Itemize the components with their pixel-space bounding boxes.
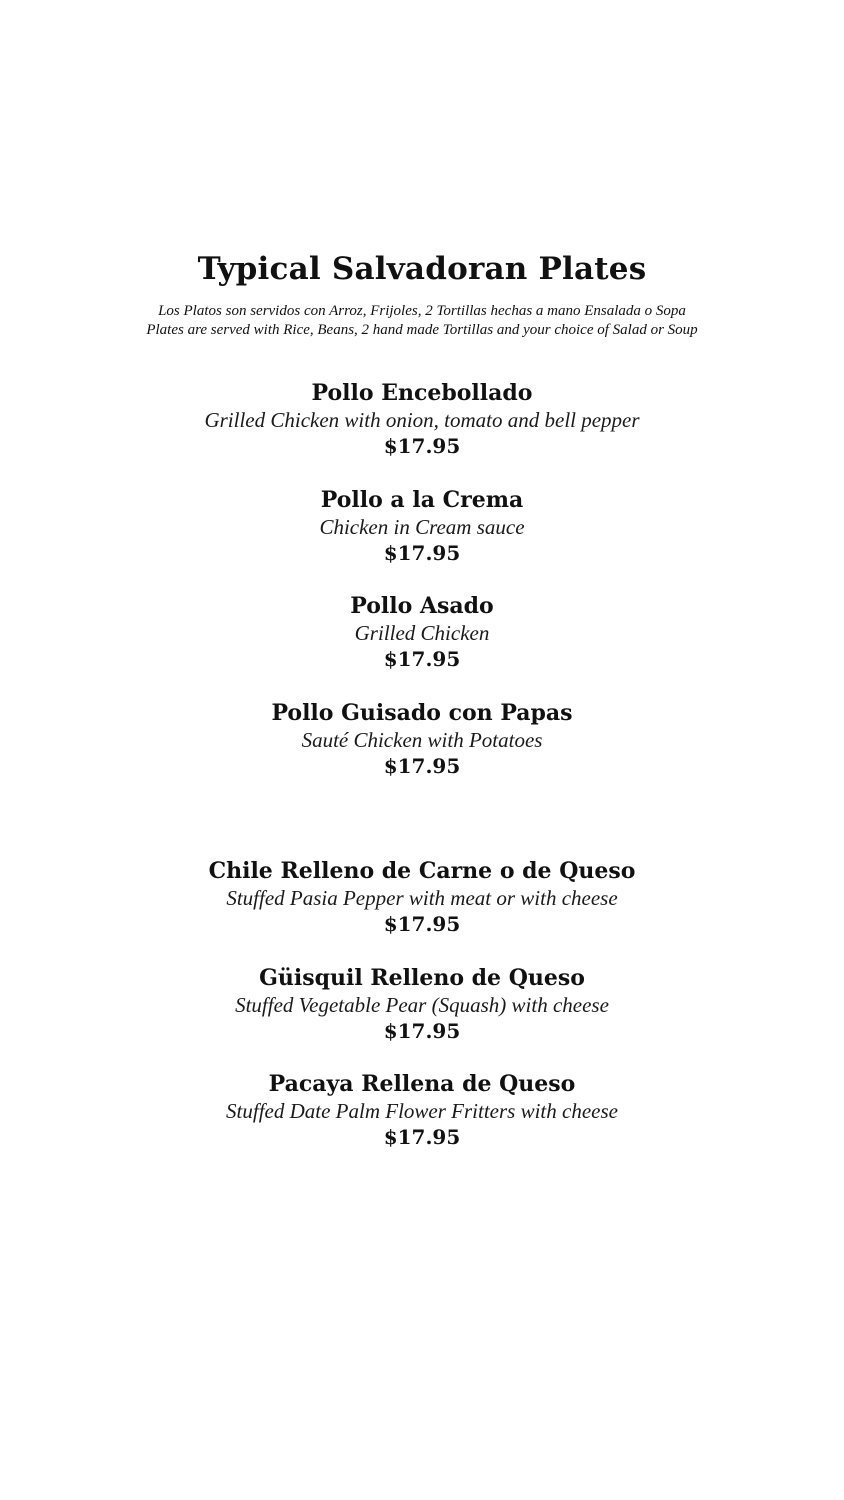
dish-name: Pollo Encebollado xyxy=(311,380,533,406)
subtitle-english: Plates are served with Rice, Beans, 2 hand made Tortillas and your choice of Salad or Soup xyxy=(146,322,698,338)
menu-item-pollo-a-la-crema xyxy=(0,486,844,566)
dish-description: Stuffed Vegetable Pear (Squash) with cheese xyxy=(235,993,609,1017)
menu-item-pollo-encebollado xyxy=(0,379,844,459)
subtitle-spanish: Los Platos son servidos con Arroz, Frijoles, 2 Tortillas hechas a mano Ensalada o Sopa xyxy=(158,303,686,319)
dish-name: Pacaya Rellena de Queso xyxy=(268,1071,576,1097)
dish-price: $17.95 xyxy=(383,434,461,458)
dish-price: $17.95 xyxy=(383,1019,461,1043)
dish-price: $17.95 xyxy=(383,1125,461,1149)
dish-price: $17.95 xyxy=(383,647,461,671)
dish-price: $17.95 xyxy=(383,541,461,565)
dish-name: Chile Relleno de Carne o de Queso xyxy=(208,858,636,884)
page-title: Typical Salvadoran Plates xyxy=(197,251,647,287)
dish-description: Sauté Chicken with Potatoes xyxy=(301,728,543,752)
dish-price: $17.95 xyxy=(383,912,461,936)
dish-description: Stuffed Pasia Pepper with meat or with cheese xyxy=(226,886,618,910)
dish-description: Chicken in Cream sauce xyxy=(319,515,525,539)
dish-name: Pollo Asado xyxy=(350,593,494,619)
dish-name: Pollo a la Crema xyxy=(320,487,524,513)
menu-item-pollo-asado xyxy=(0,592,844,672)
menu-item-pacaya-rellena xyxy=(0,1070,844,1150)
dish-description: Grilled Chicken xyxy=(354,621,490,645)
menu-item-chile-relleno xyxy=(0,857,844,937)
menu-item-pollo-guisado xyxy=(0,699,844,779)
menu-item-guisquil-relleno xyxy=(0,964,844,1044)
dish-description: Grilled Chicken with onion, tomato and bell pepper xyxy=(204,408,640,432)
dish-name: Pollo Guisado con Papas xyxy=(271,700,573,726)
dish-price: $17.95 xyxy=(383,754,461,778)
dish-description: Stuffed Date Palm Flower Fritters with cheese xyxy=(226,1099,618,1123)
dish-name: Güisquil Relleno de Queso xyxy=(259,965,585,991)
